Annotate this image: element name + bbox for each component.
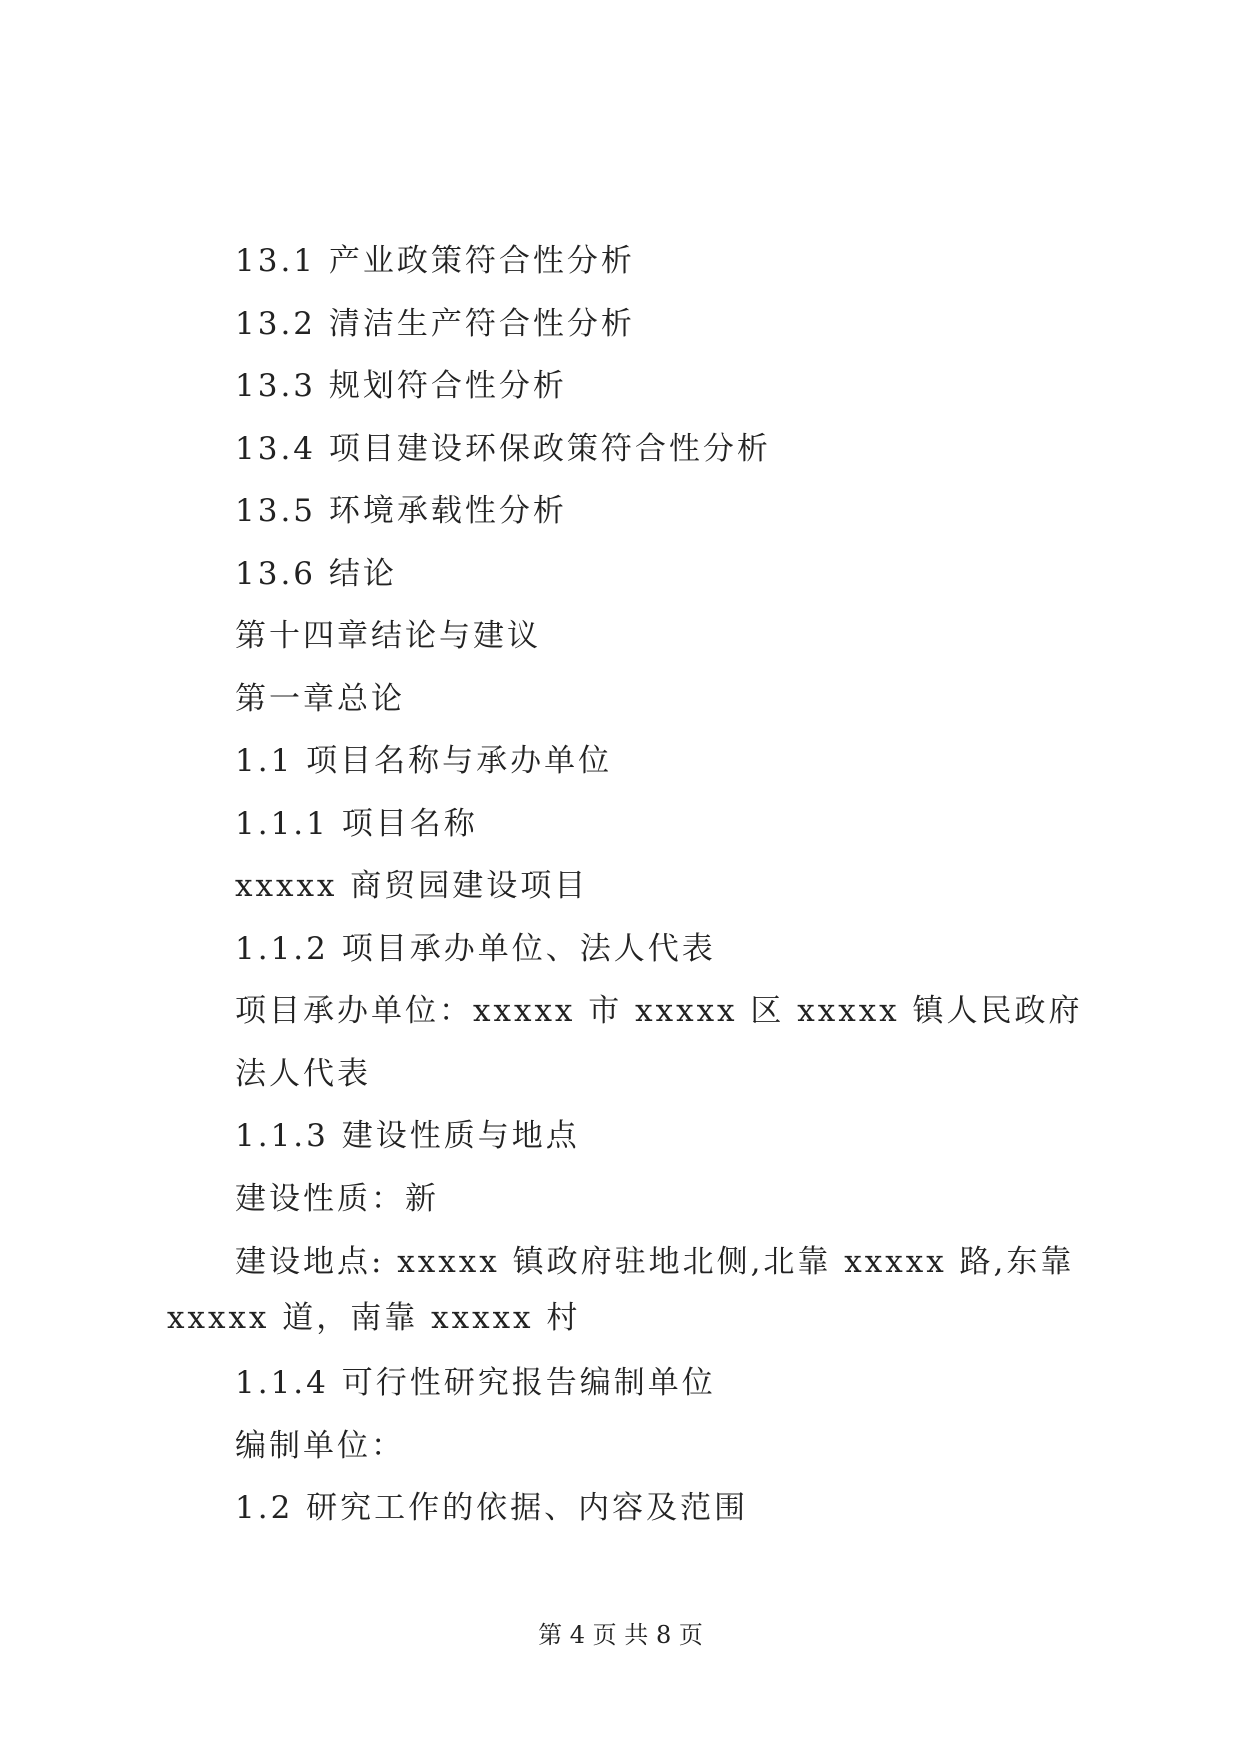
chapter-14-heading: 第十四章结论与建议 (235, 618, 541, 654)
section-1-1-4-heading: 1.1.4 可行性研究报告编制单位 (235, 1365, 716, 1401)
toc-line-13-5: 13.5 环境承载性分析 (235, 493, 567, 529)
section-1-1-3-heading: 1.1.3 建设性质与地点 (235, 1118, 580, 1154)
toc-line-13-3: 13.3 规划符合性分析 (235, 368, 567, 404)
toc-line-13-6: 13.6 结论 (235, 555, 397, 592)
legal-rep-text: 法人代表 (235, 1055, 371, 1092)
page-footer: 第 4 页 共 8 页 (538, 1621, 703, 1649)
construction-nature-text: 建设性质：新 (235, 1180, 439, 1217)
section-1-2-heading: 1.2 研究工作的依据、内容及范围 (235, 1490, 749, 1526)
toc-line-13-1: 13.1 产业政策符合性分析 (235, 243, 635, 279)
toc-line-13-4: 13.4 项目建设环保政策符合性分析 (235, 430, 771, 467)
project-name-text: xxxxx 商贸园建设项目 (235, 868, 589, 904)
organizer-text: 项目承办单位：xxxxx 市 xxxxx 区 xxxxx 镇人民政府 (235, 993, 1083, 1029)
toc-line-13-2: 13.2 清洁生产符合性分析 (235, 305, 635, 342)
chapter-1-heading: 第一章总论 (235, 680, 405, 717)
compiler-text: 编制单位： (235, 1427, 405, 1464)
section-1-1-heading: 1.1 项目名称与承办单位 (235, 743, 613, 779)
section-1-1-2-heading: 1.1.2 项目承办单位、法人代表 (235, 930, 716, 967)
document-body (167, 230, 1107, 1540)
construction-location-paragraph: 建设地点: xxxxx 镇政府驻地北侧,北靠 xxxxx 路,东靠 xxxxx 道，南靠 xxxxx 村 (167, 1244, 1075, 1336)
section-1-1-1-heading: 1.1.1 项目名称 (235, 805, 478, 842)
